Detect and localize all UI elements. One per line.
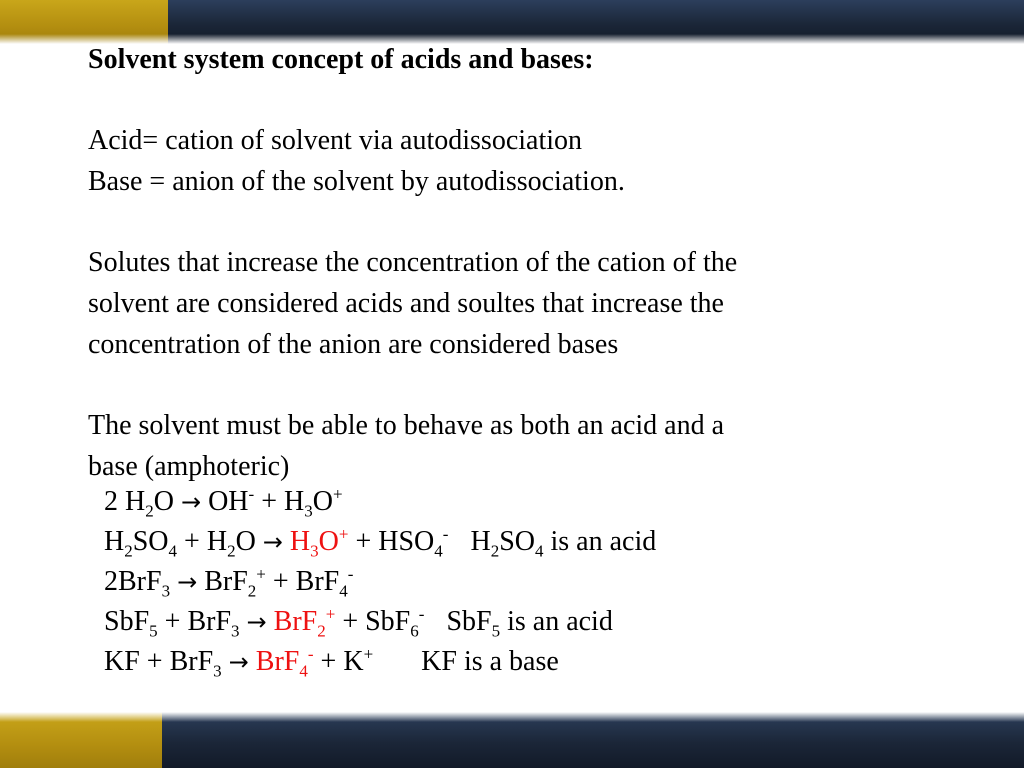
reaction-arrow-icon: →: [262, 528, 283, 556]
amphoteric-paragraph-line-2: base (amphoteric): [88, 451, 290, 482]
reaction-arrow-icon: →: [246, 608, 267, 636]
highlighted-hydronium: $H_3O^+$: [289, 524, 349, 561]
top-decor-band: [0, 0, 1024, 44]
equation-brf3-autodissociation: 2BrF$_3$ → BrF$_2$+ + BrF$_4$-: [104, 564, 354, 601]
equation-sulfuric-acid: $H_2SO_4 + H_2O \to H_3O^+ + HSO_4^-$ $H_2SO_4$ is an acid: [104, 524, 657, 561]
equation-list: [104, 482, 984, 682]
solutes-paragraph-line-1: Solutes that increase the concentration of the cation of the: [88, 247, 738, 278]
slide-body: [88, 40, 988, 487]
equation-note-acid: SbF$_5$ is an acid: [446, 606, 613, 641]
acid-definition: Acid= cation of solvent via autodissociation: [88, 125, 583, 156]
highlighted-brf4-anion: BrF$_4$-: [255, 644, 314, 681]
bottom-decor-band: [0, 712, 1024, 768]
equation-water-autodissociation: 2 $H_2O \to OH^- + H_3O^+$: [104, 484, 343, 521]
equation-note-acid: $H_2SO_4$ is an acid: [470, 526, 657, 561]
reaction-arrow-icon: →: [177, 568, 198, 596]
solutes-paragraph-line-3: concentration of the anion are considered bases: [88, 329, 619, 360]
equation-note-base: KF is a base: [421, 646, 559, 677]
equation-kf-in-brf3: KF + BrF$_3$ → BrF$_4$- + K+ KF is a base: [104, 644, 559, 681]
slide-title: Solvent system concept of acids and bases:: [88, 44, 594, 75]
reaction-arrow-icon: →: [228, 648, 249, 676]
reaction-arrow-icon: →: [180, 488, 202, 516]
highlighted-brf2-cation: BrF$_2$+: [273, 604, 336, 641]
amphoteric-paragraph-line-1: The solvent must be able to behave as both an acid and a: [88, 410, 725, 441]
base-definition: Base = anion of the solvent by autodissociation.: [88, 166, 625, 197]
solutes-paragraph-line-2: solvent are considered acids and soultes that increase the: [88, 288, 724, 319]
equation-sbf5-in-brf3: SbF$_5$ + BrF$_3$ → BrF$_2$+ + SbF$_6$- SbF$_5$ is an acid: [104, 604, 613, 641]
